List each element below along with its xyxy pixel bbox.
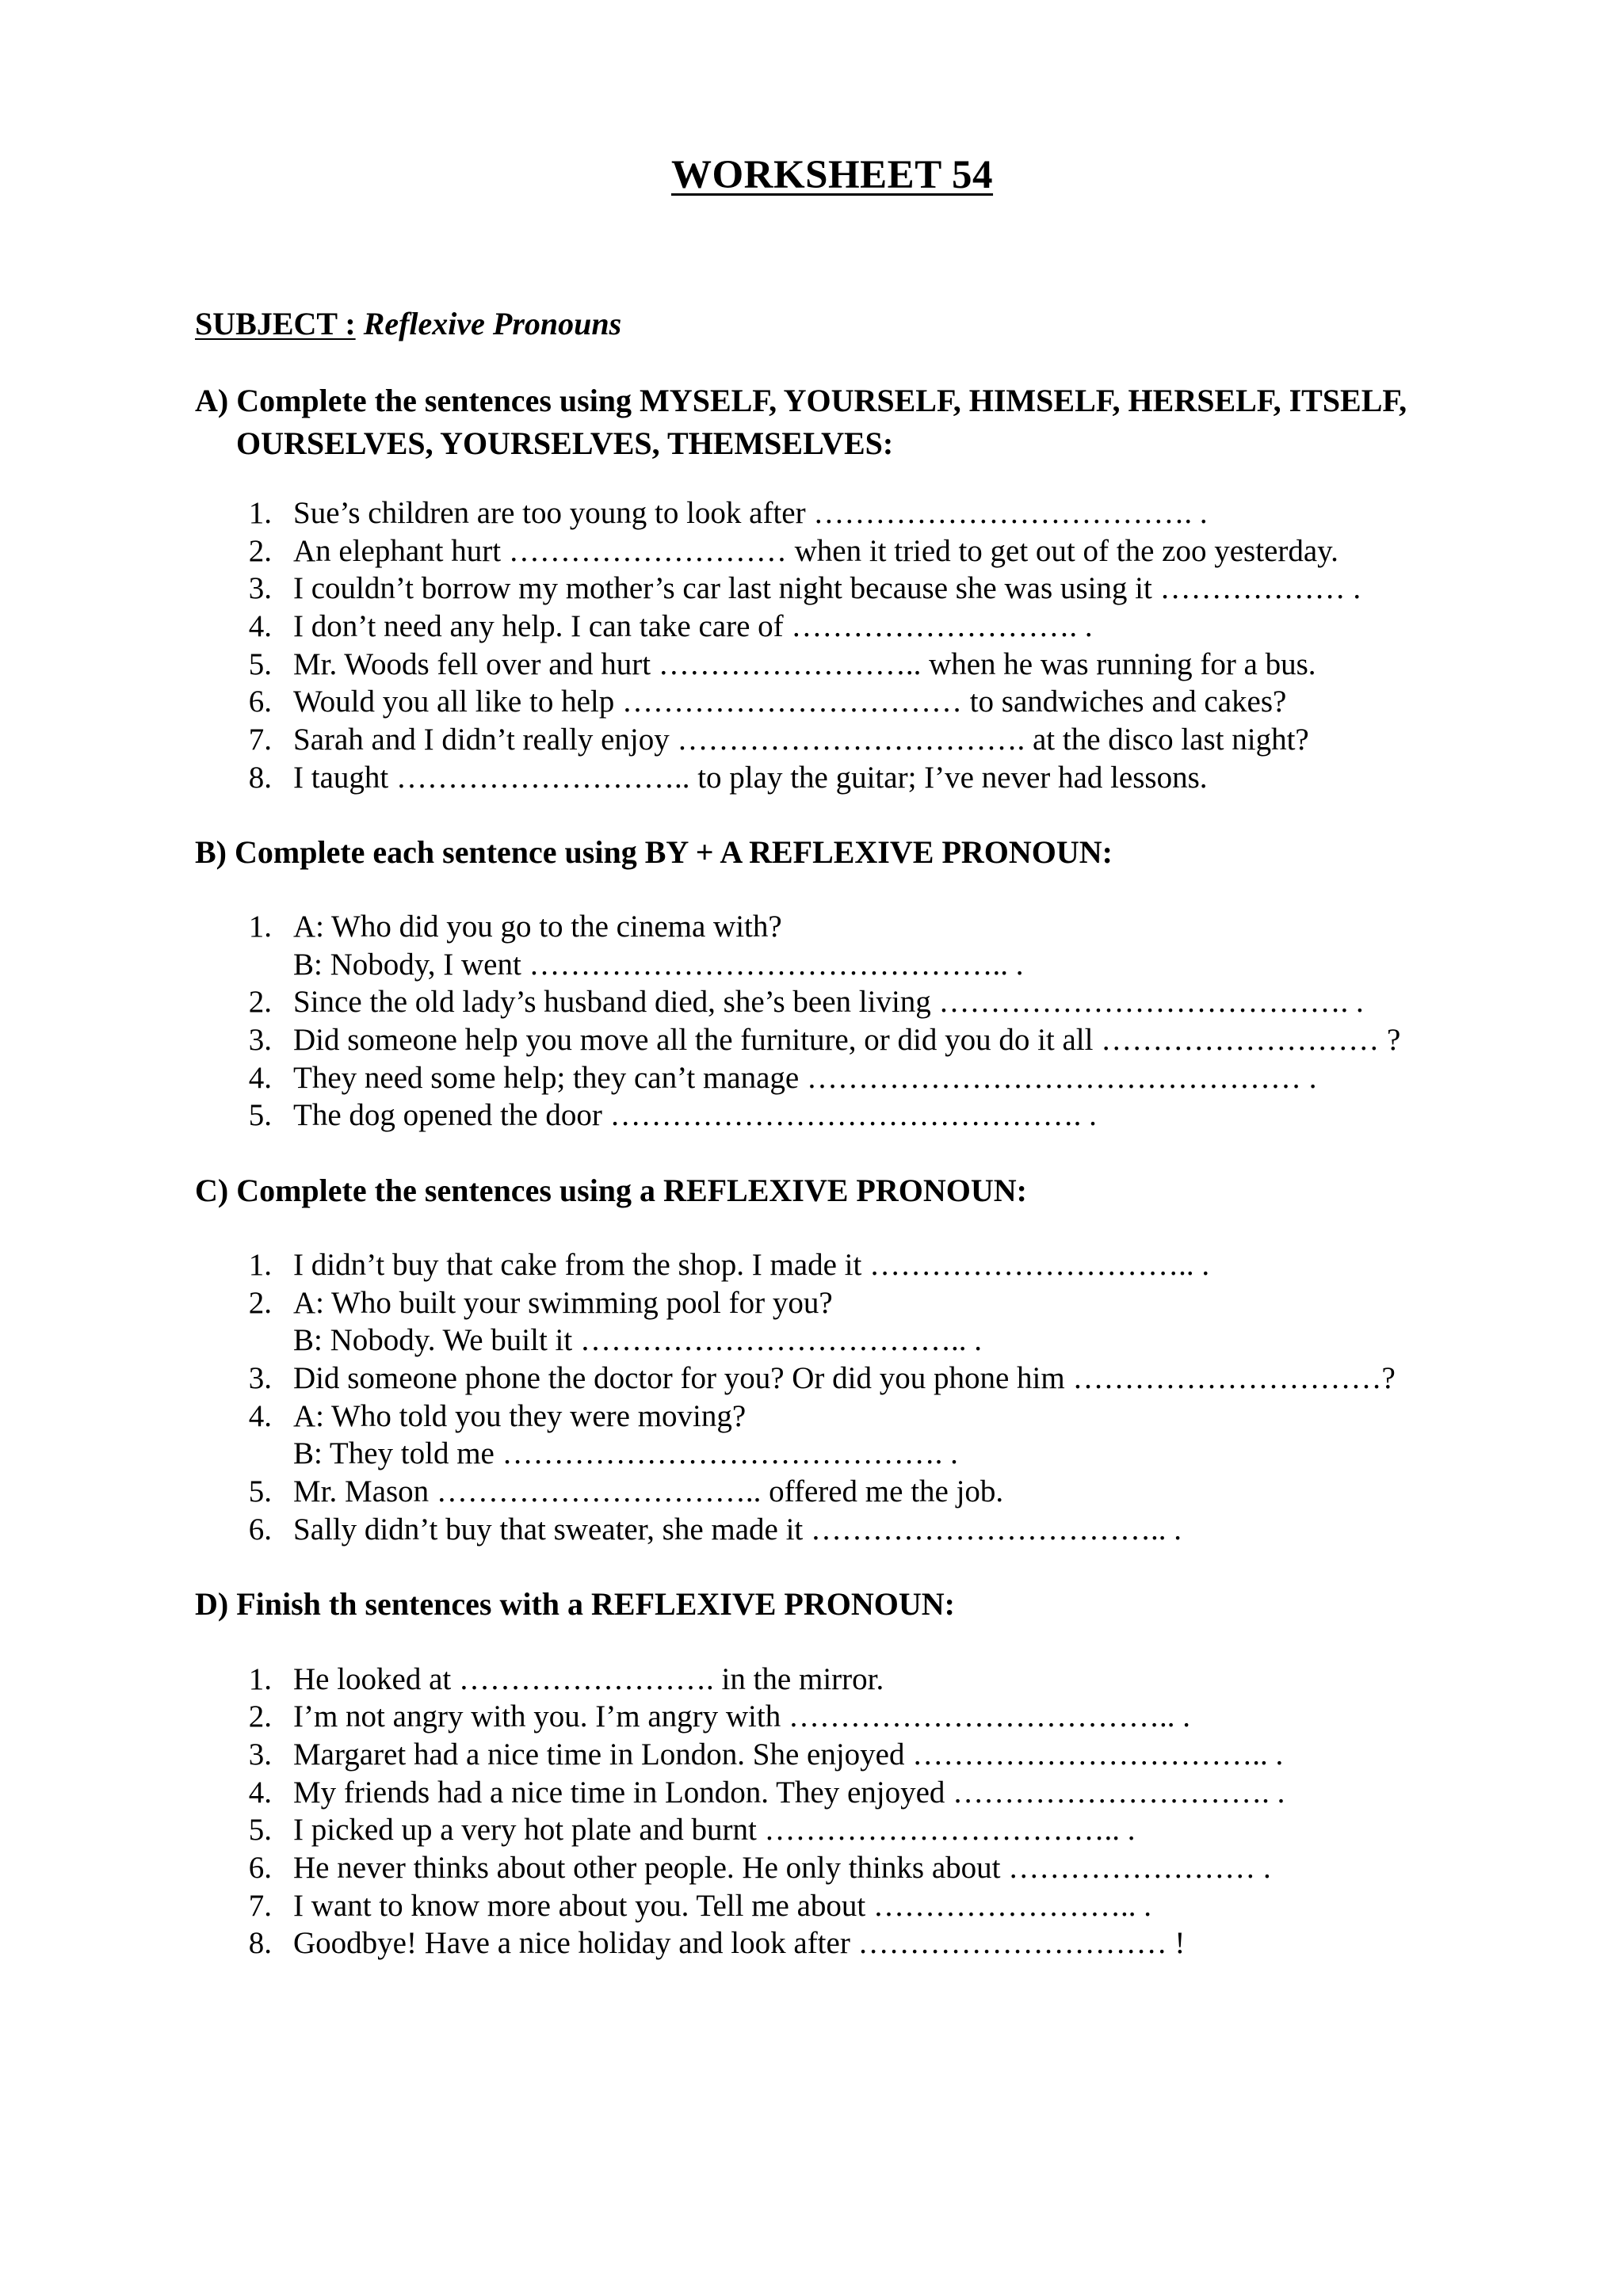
item-number: 5.	[248, 1813, 272, 1847]
item-text: B: Nobody. We built it ……………………………….. .	[293, 1323, 982, 1357]
item-number: 3.	[248, 1023, 272, 1057]
item-number: 4.	[248, 609, 272, 643]
page-title: WORKSHEET 54	[670, 153, 994, 197]
item-text: B: They told me ……………………………………. .	[293, 1436, 958, 1470]
item-number: 4.	[248, 1061, 272, 1095]
item-text: A: Who told you they were moving?	[293, 1399, 747, 1433]
item-text: Goodbye! Have a nice holiday and look after ………………………… !	[293, 1926, 1186, 1960]
item-text: A: Who did you go to the cinema with?	[293, 910, 782, 944]
item-number: 8.	[248, 1926, 272, 1960]
item-number: 4.	[248, 1775, 272, 1810]
section-d-heading	[195, 1583, 955, 1626]
item-text: Mr. Mason ………………………….. offered me the job.	[293, 1474, 1004, 1508]
subject-line	[195, 305, 621, 342]
item-number: 3.	[248, 571, 272, 605]
item-number: 2.	[248, 534, 272, 568]
item-text: Mr. Woods fell over and hurt …………………….. when he was running for a bus.	[293, 647, 1316, 681]
item-number: 1.	[248, 496, 272, 530]
item-text: Would you all like to help …………………………… to sandwiches and cakes?	[293, 685, 1287, 719]
item-text: Margaret had a nice time in London. She enjoyed …………………………….. .	[293, 1737, 1284, 1772]
item-number: 7.	[248, 1889, 272, 1923]
item-text: Did someone help you move all the furniture, or did you do it all ……………………… ?	[293, 1023, 1401, 1057]
item-text: A: Who built your swimming pool for you?	[293, 1286, 833, 1320]
item-text: Sarah and I didn’t really enjoy ……………………………. at the disco last night?	[293, 723, 1309, 757]
item-text: He looked at ……………………. in the mirror.	[293, 1662, 884, 1696]
section-a-heading	[195, 379, 1407, 465]
item-text: Sue’s children are too young to look after ………………………………. .	[293, 496, 1208, 530]
item-text: I’m not angry with you. I’m angry with ……………………………….. .	[293, 1699, 1190, 1733]
item-text: The dog opened the door ………………………………………. .	[293, 1098, 1097, 1132]
item-number: 2.	[248, 1286, 272, 1320]
subject-value: Reflexive Pronouns	[363, 306, 622, 341]
item-number: 1.	[248, 1662, 272, 1696]
item-text: Since the old lady’s husband died, she’s been living …………………………………. .	[293, 985, 1364, 1019]
item-text: Sally didn’t buy that sweater, she made it …………………………….. .	[293, 1512, 1182, 1547]
item-number: 8.	[248, 761, 272, 795]
section-c-heading-line1: C) Complete the sentences using a REFLEXIVE PRONOUN:	[195, 1173, 1027, 1208]
item-number: 2.	[248, 985, 272, 1019]
item-number: 1.	[248, 1248, 272, 1282]
item-number: 5.	[248, 1098, 272, 1132]
item-text: I picked up a very hot plate and burnt …………………………….. .	[293, 1813, 1136, 1847]
item-text: I couldn’t borrow my mother’s car last night because she was using it ……………… .	[293, 571, 1361, 605]
section-b-heading-line1: B) Complete each sentence using BY + A REFLEXIVE PRONOUN:	[195, 834, 1113, 870]
section-d-heading-line1: D) Finish th sentences with a REFLEXIVE PRONOUN:	[195, 1586, 955, 1622]
item-number: 6.	[248, 685, 272, 719]
item-number: 5.	[248, 1474, 272, 1508]
subject-label: SUBJECT :	[195, 306, 356, 341]
item-text: I taught ……………………….. to play the guitar; I’ve never had lessons.	[293, 761, 1208, 795]
item-text: An elephant hurt ……………………… when it tried to get out of the zoo yesterday.	[293, 534, 1338, 568]
item-text: I want to know more about you. Tell me about …………………….. .	[293, 1889, 1151, 1923]
item-text: They need some help; they can’t manage ………………………………………… .	[293, 1061, 1317, 1095]
item-number: 7.	[248, 723, 272, 757]
section-b-heading	[195, 831, 1113, 874]
item-text: B: Nobody, I went ……………………………………….. .	[293, 948, 1024, 982]
item-text: Did someone phone the doctor for you? Or did you phone him …………………………?	[293, 1361, 1396, 1395]
item-number: 1.	[248, 910, 272, 944]
item-number: 3.	[248, 1361, 272, 1395]
section-a-heading-line2: OURSELVES, YOURSELVES, THEMSELVES:	[236, 425, 894, 461]
item-number: 3.	[248, 1737, 272, 1772]
item-number: 4.	[248, 1399, 272, 1433]
item-text: My friends had a nice time in London. They enjoyed …………………………. .	[293, 1775, 1285, 1810]
item-text: I don’t need any help. I can take care of ………………………. .	[293, 609, 1093, 643]
item-number: 6.	[248, 1512, 272, 1547]
item-number: 2.	[248, 1699, 272, 1733]
item-number: 6.	[248, 1851, 272, 1885]
item-number: 5.	[248, 647, 272, 681]
section-c-heading	[195, 1169, 1027, 1212]
section-a-heading-line1: A) Complete the sentences using MYSELF, YOURSELF, HIMSELF, HERSELF, ITSELF,	[195, 383, 1407, 418]
item-text: He never thinks about other people. He only thinks about …………………… .	[293, 1851, 1271, 1885]
item-text: I didn’t buy that cake from the shop. I made it ………………………….. .	[293, 1248, 1210, 1282]
